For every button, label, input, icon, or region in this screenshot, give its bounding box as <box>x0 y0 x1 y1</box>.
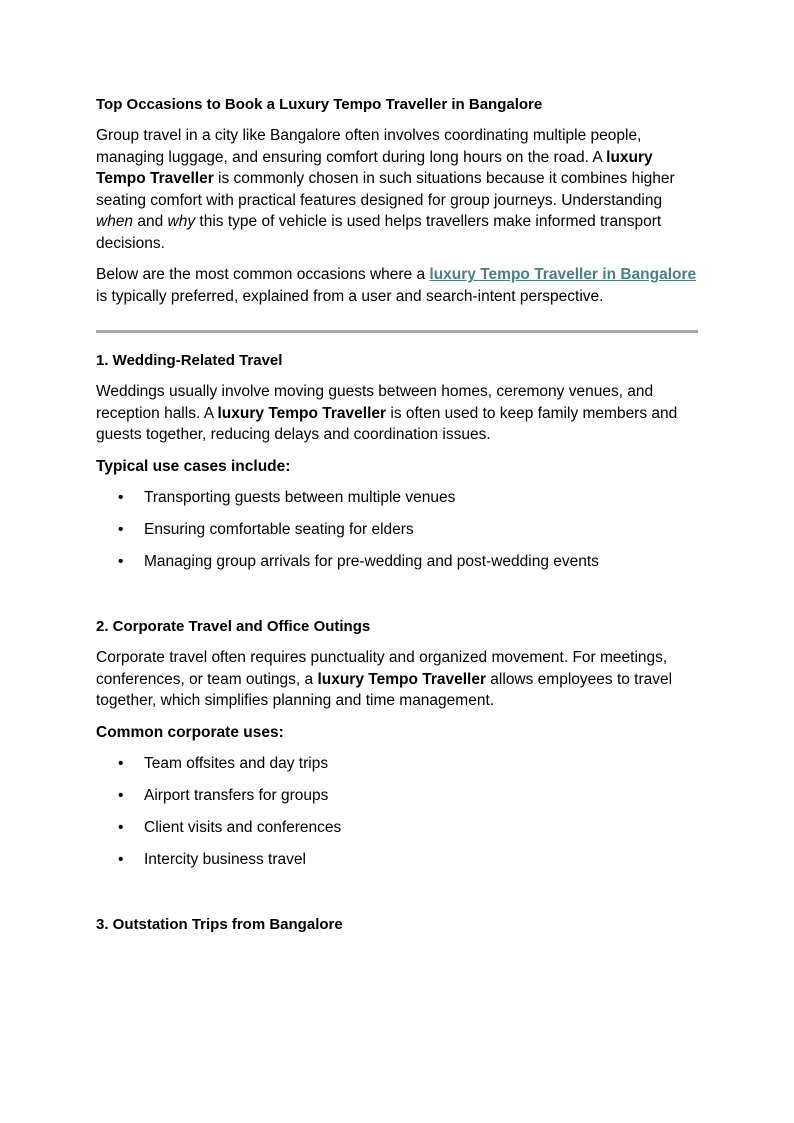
intro-paragraph <box>96 125 698 254</box>
bullet-list-wedding <box>96 487 698 573</box>
section-spacer <box>96 583 698 616</box>
section-body-text-1: Weddings usually involve moving guests between homes, ceremony venues, and reception halls. A <box>96 383 654 422</box>
section-body-text-2: is often used to keep family members and guests together, reducing delays and coordination issues. <box>96 404 678 443</box>
list-item-text: Intercity business travel <box>144 851 306 868</box>
list-item-text: Transporting guests between multiple venues <box>144 489 456 506</box>
section-heading-outstation: 3. Outstation Trips from Bangalore <box>96 916 343 933</box>
intro-text-4: this type of vehicle is used helps travellers make informed transport decisions. <box>96 213 662 252</box>
section-body-wedding <box>96 381 698 446</box>
list-item <box>96 753 698 775</box>
lead-text-1: Below are the most common occasions where a <box>96 266 430 283</box>
list-item-text: Client visits and conferences <box>144 819 342 836</box>
horizontal-divider <box>96 330 698 333</box>
luxury-tempo-traveller-link[interactable]: luxury Tempo Traveller in Bangalore <box>429 266 697 283</box>
intro-emphasis-why: why <box>167 213 196 230</box>
list-item-text: Managing group arrivals for pre-wedding and post-wedding events <box>144 553 599 570</box>
section-body-bold-term: luxury Tempo Traveller <box>317 670 486 688</box>
section-subheading-wedding: Typical use cases include: <box>96 457 291 475</box>
list-item <box>96 785 698 807</box>
intro-emphasis-when: when <box>96 213 134 230</box>
list-item <box>96 849 698 871</box>
list-item <box>96 487 698 509</box>
section-spacer <box>96 881 698 914</box>
bullet-icon: • <box>118 819 124 836</box>
list-item <box>96 551 698 573</box>
document-page <box>96 94 698 945</box>
list-item-text: Ensuring comfortable seating for elders <box>144 521 414 538</box>
lead-text-2: is typically preferred, explained from a user and search-intent perspective. <box>96 287 604 305</box>
lead-paragraph <box>96 264 698 307</box>
section-body-bold-term: luxury Tempo Traveller <box>217 404 387 422</box>
bullet-icon: • <box>118 489 124 506</box>
bullet-icon: • <box>118 553 124 570</box>
bullet-icon: • <box>118 851 124 868</box>
list-item-text: Team offsites and day trips <box>144 755 329 772</box>
section-body-text-2: allows employees to travel together, which simplifies planning and time management. <box>96 670 673 709</box>
document-title: Top Occasions to Book a Luxury Tempo Traveller in Bangalore <box>96 96 543 113</box>
list-item-text: Airport transfers for groups <box>144 787 329 804</box>
section-body-text-1: Corporate travel often requires punctuality and organized movement. For meetings, conferences, or team outings, a <box>96 649 668 688</box>
intro-text-3: and <box>133 213 168 230</box>
bullet-icon: • <box>118 787 124 804</box>
section-heading-wedding: 1. Wedding-Related Travel <box>96 352 283 369</box>
intro-text-1: Group travel in a city like Bangalore often involves coordinating multiple people, managing luggage, and ensuring comfort during long hours on the road. A <box>96 127 642 166</box>
list-item <box>96 519 698 541</box>
intro-text-2: is commonly chosen in such situations because it combines higher seating comfort with practical features designed for group journeys. Understanding <box>96 170 675 209</box>
bullet-icon: • <box>118 521 124 538</box>
section-subheading-corporate: Common corporate uses: <box>96 723 284 741</box>
bullet-icon: • <box>118 755 124 772</box>
section-heading-corporate: 2. Corporate Travel and Office Outings <box>96 618 371 635</box>
bullet-list-corporate <box>96 753 698 871</box>
section-body-corporate <box>96 647 698 712</box>
intro-bold-term: luxury Tempo Traveller <box>96 148 653 187</box>
list-item <box>96 817 698 839</box>
